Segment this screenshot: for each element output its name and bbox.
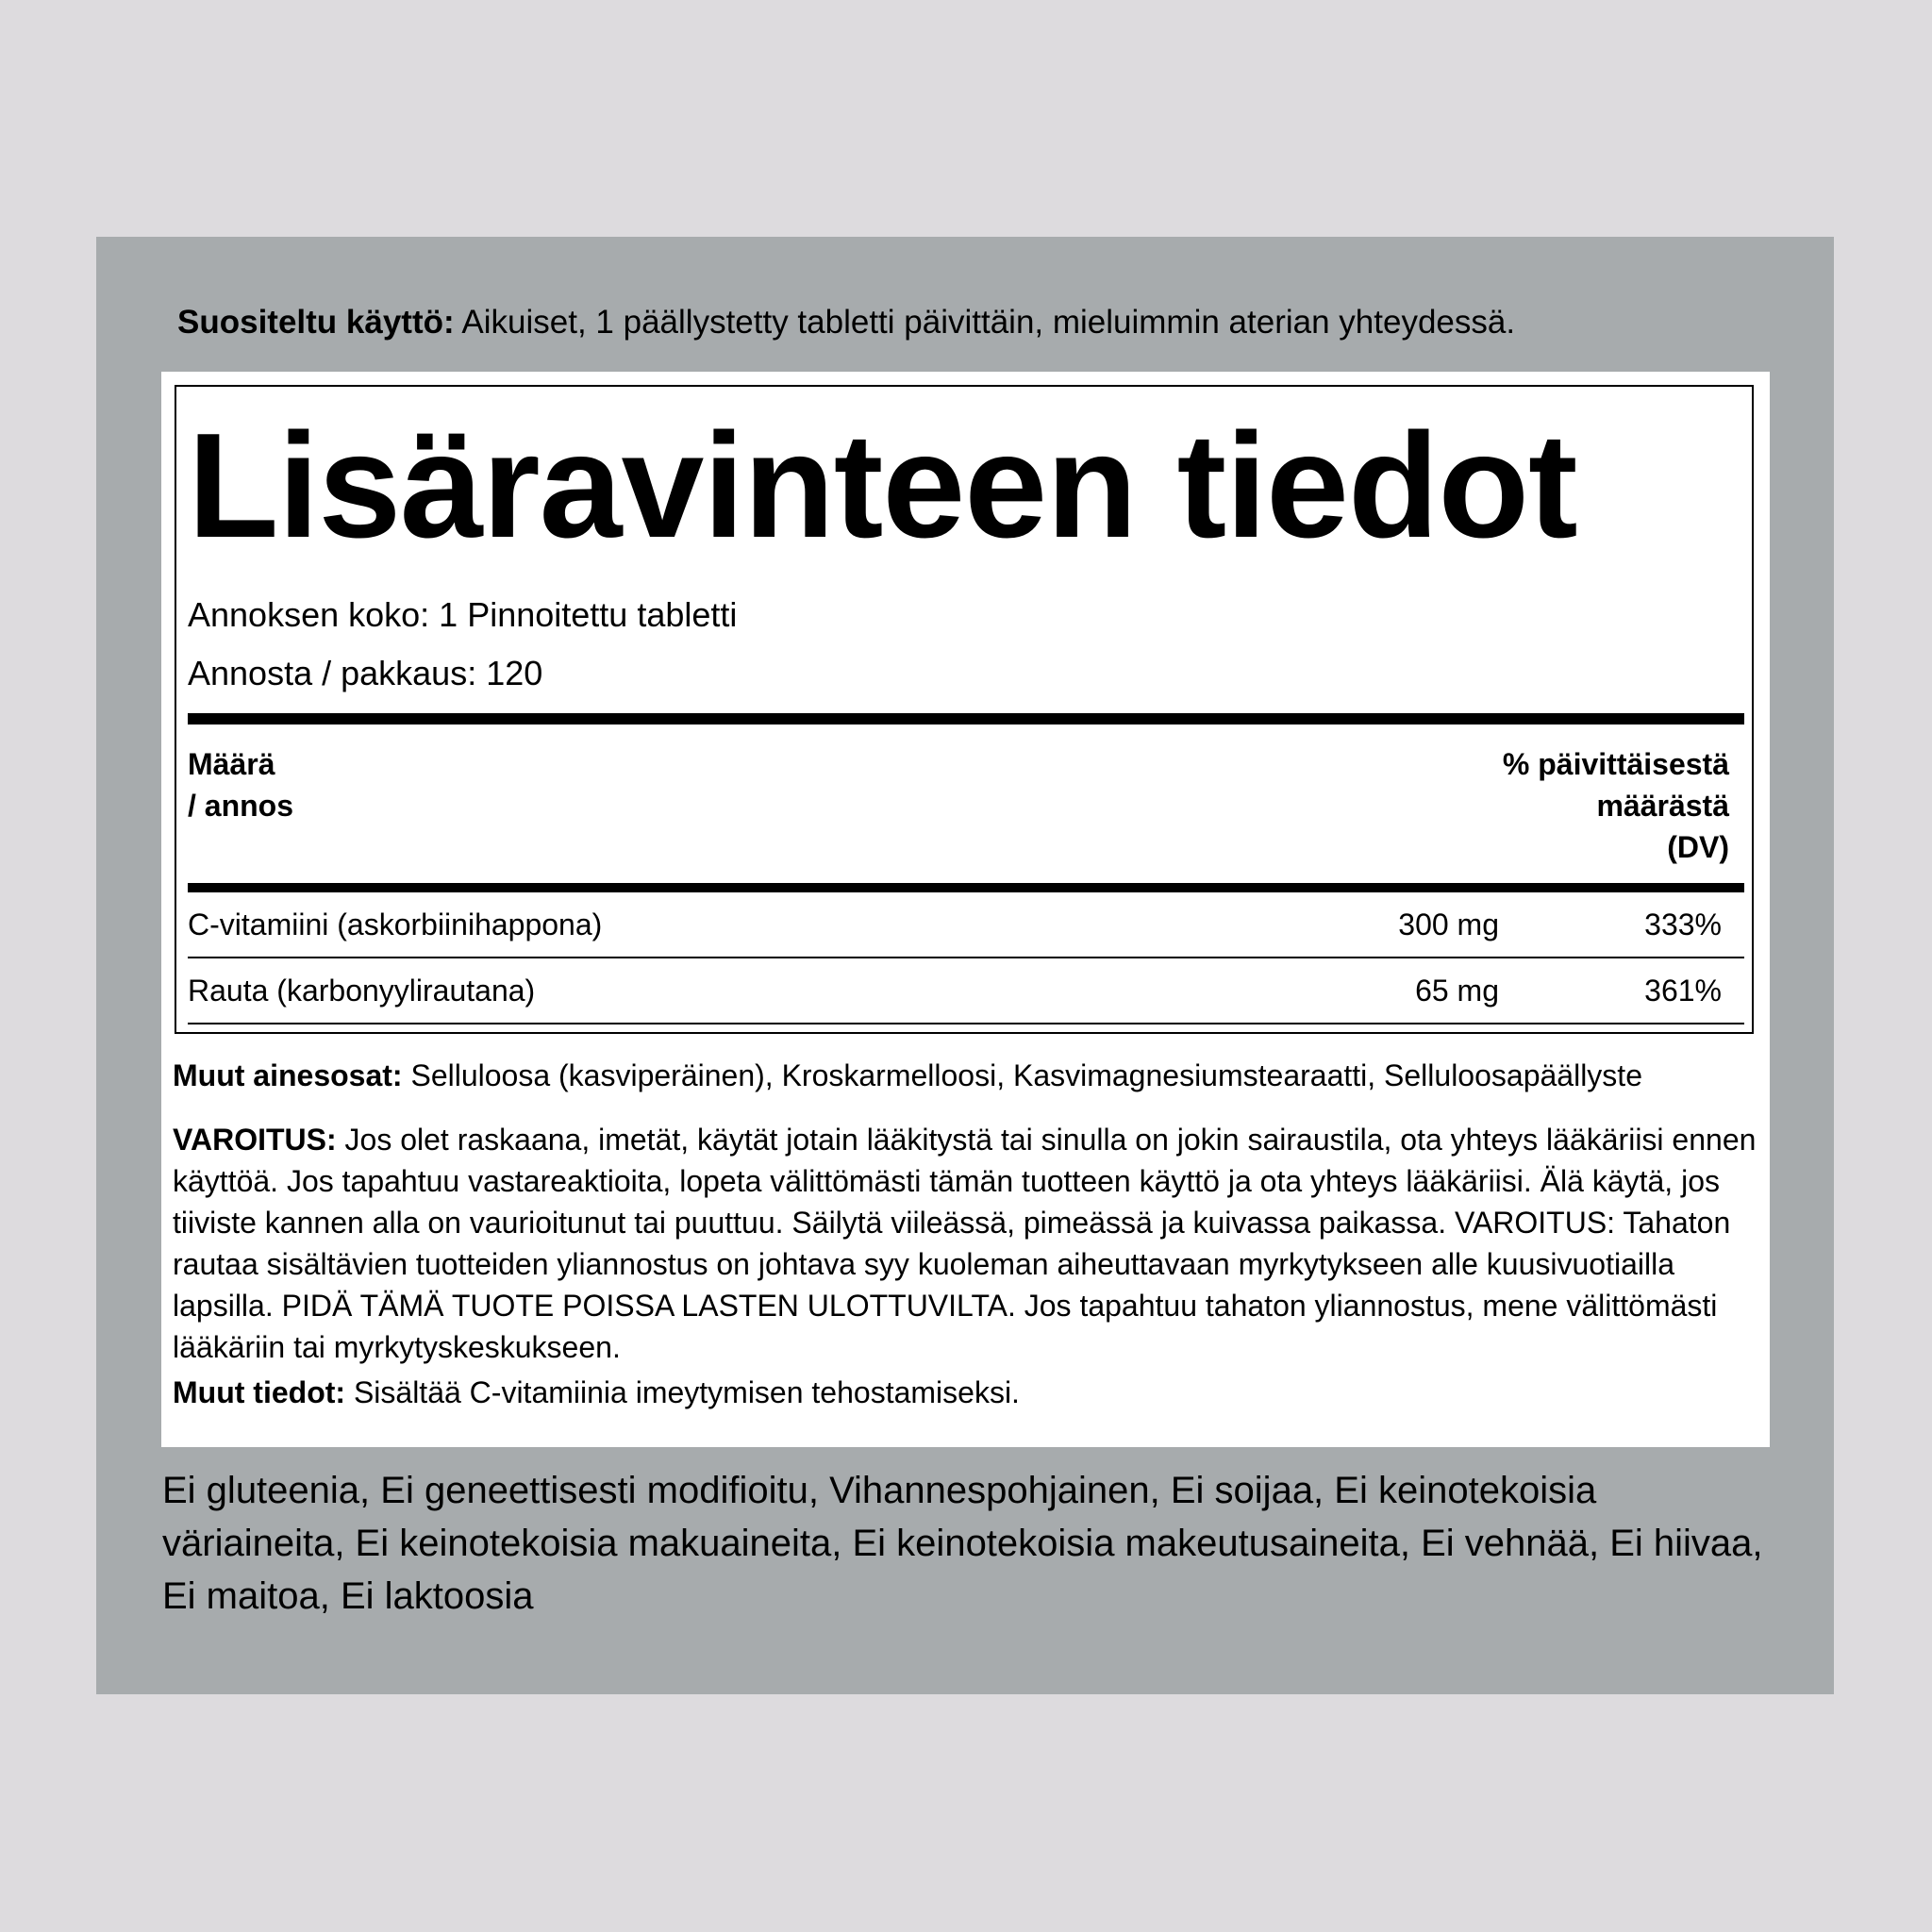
- dv-header-line: (DV): [1667, 830, 1729, 864]
- nutrient-amount: 65 mg: [1415, 974, 1499, 1008]
- warning-label: VAROITUS:: [173, 1123, 337, 1157]
- nutrient-row: [188, 958, 1744, 1024]
- warning-text: Jos olet raskaana, imetät, käytät jotain lääkitystä tai sinulla on jokin sairaustila, ota yhteys lääkäriisi ennen käyttöä. Jos tapahtuu vastareaktioita, lopeta välittömästi tämän tuotteen käyttö ja ota yhteys lääkäriisi. Älä käytä, jos tiiviste kannen alla on vaurioitunut tai puuttuu. Säilytä viileässä, pimeässä ja kuivassa paikassa. VAROITUS: Tahaton rautaa sisältävien tuotteiden yliannostus on johtava syy kuoleman aiheuttavaan myrkytykseen alle kuusivuotiailla lapsilla. PIDÄ TÄMÄ TUOTE POISSA LASTEN ULOTTUVILTA. Jos tapahtuu tahaton yliannostus, mene välittömästi lääkäriin tai myrkytyskeskukseen.: [173, 1123, 1757, 1364]
- daily-value-header: [1352, 743, 1729, 868]
- thick-divider: [188, 883, 1744, 892]
- other-ingredients-text: Selluloosa (kasviperäinen), Kroskarmelloosi, Kasvimagnesiumstearaatti, Selluloosapäällyste: [402, 1058, 1642, 1092]
- suggested-use-text: Aikuiset, 1 päällystetty tabletti päivittäin, mieluimmin aterian yhteydessä.: [454, 304, 1516, 341]
- other-info-label: Muut tiedot:: [173, 1375, 346, 1409]
- supplement-facts-box: [175, 385, 1754, 1034]
- facts-title: Lisäravinteen tiedot: [188, 403, 1577, 569]
- nutrient-name: C-vitamiini (askorbiinihappona): [188, 908, 603, 941]
- nutrient-row: [188, 892, 1744, 958]
- warning: [173, 1119, 1757, 1368]
- nutrient-name: Rauta (karbonyylirautana): [188, 974, 536, 1008]
- nutrient-daily-value: 361%: [1644, 974, 1722, 1008]
- free-from-claims: Ei gluteenia, Ei geneettisesti modifioitu, Vihannespohjainen, Ei soijaa, Ei keinotekoisia väriaineita, Ei keinotekoisia makuaineita, Ei keinotekoisia makeutusaineita, Ei vehnää, Ei hiivaa, Ei maitoa, Ei laktoosia: [162, 1470, 1763, 1617]
- thick-divider: [188, 713, 1744, 724]
- amount-header-line: / annos: [188, 789, 294, 823]
- other-info: [173, 1372, 1757, 1413]
- serving-size: Annoksen koko: 1 Pinnoitettu tabletti: [188, 595, 738, 634]
- other-ingredients-label: Muut ainesosat:: [173, 1058, 403, 1092]
- dv-header-line: määrästä: [1596, 789, 1729, 823]
- amount-header-line: Määrä: [188, 747, 275, 781]
- nutrient-amount: 300 mg: [1398, 908, 1499, 941]
- suggested-use: [177, 300, 1515, 345]
- label-box: [161, 372, 1770, 1447]
- suggested-use-label: Suositeltu käyttö:: [177, 304, 455, 341]
- dv-header-line: % päivittäisestä: [1502, 747, 1729, 781]
- servings-per-container: Annosta / pakkaus: 120: [188, 654, 543, 692]
- other-ingredients: [173, 1055, 1757, 1096]
- amount-per-serving-header: [188, 743, 471, 826]
- other-info-text: Sisältää C-vitamiinia imeytymisen tehostamiseksi.: [345, 1375, 1020, 1409]
- nutrient-daily-value: 333%: [1644, 908, 1722, 941]
